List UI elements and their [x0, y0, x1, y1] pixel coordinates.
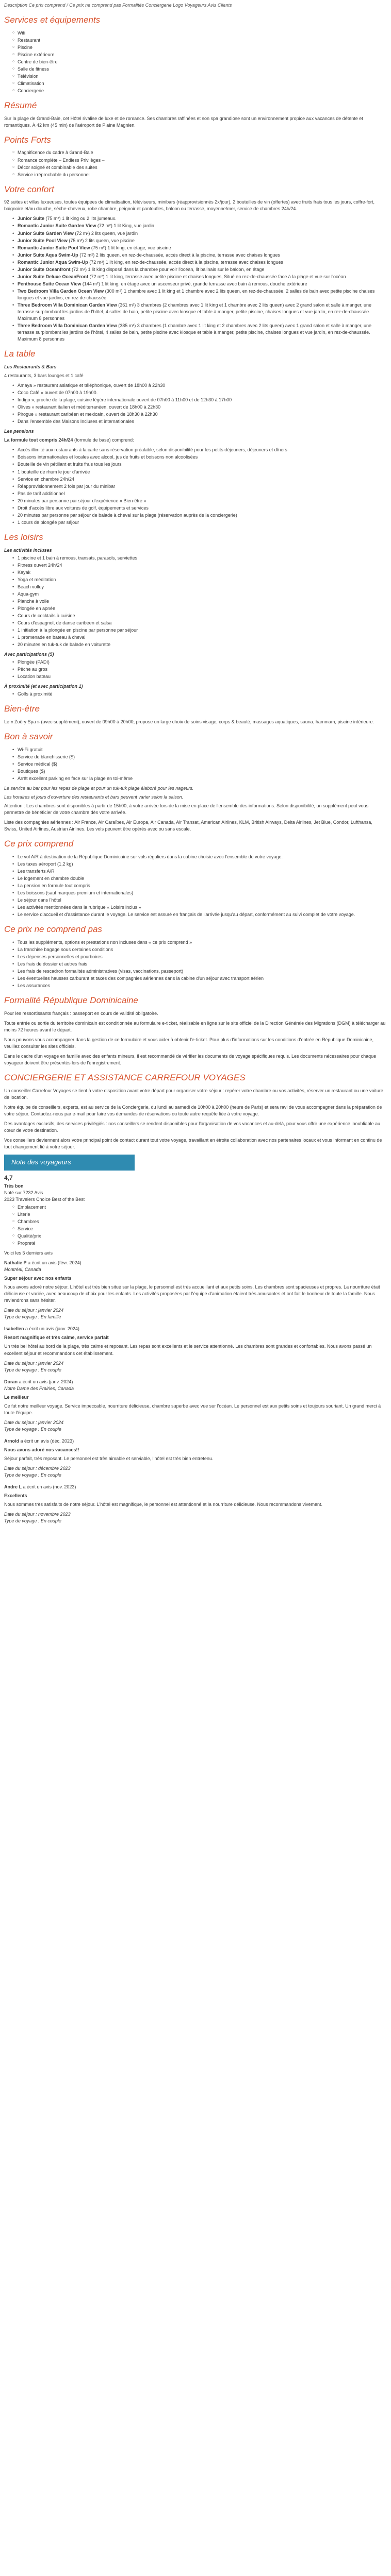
room-type-item: [18, 223, 387, 229]
list-item: • Wi-Fi gratuit: [18, 747, 387, 753]
list-item: • Bouteille de vin pétillant et fruits frais tous les jours: [18, 461, 387, 468]
list-item: • Les boissons (sauf marques premium et internationales): [18, 890, 387, 896]
bon-a-savoir-extra1: Le service au bar pour les repas de plage et pour un tuk-tuk plage élaboré pour les nageurs.: [4, 786, 194, 791]
list-item: • Droit d'accès libre aux voitures de golf, équipements et services: [18, 505, 387, 512]
list-item: • Service de blanchisserie ($): [18, 754, 387, 760]
review-body: Séjour parfait, très reposant. Le personnel est très aimable et serviable, l'hôtel est très bien entretenu.: [4, 1456, 214, 1462]
room-type-desc: (385 m²) 3 chambres (1 chambre avec 1 lit king et 2 chambres avec 2 lits queen) avec 1 grand salon et salle à manger, une terrasse surplombant les jardins de l'hôtel, 4 salles de bain, petite piscine avec kiosque et table à manger, petite piscine, chaises longues et vue jardin, en rez-de-chaussée. Maximum 8 personnes: [18, 323, 372, 342]
list-item: ○ Piscine extérieure: [18, 52, 387, 58]
reviews-header: Note des voyageurs: [4, 1155, 135, 1171]
room-type-desc: (72 m²) 1 lit King, vue jardin: [97, 223, 154, 229]
bon-a-savoir-p1: Attention : Les chambres sont disponibles à partir de 15h00, à votre arrivée lors de la mise en place de l'ensemble des informations. Selon disponibilité, un supplément peut vous permettre de bénéficier de votre chambre dès votre arrivée.: [4, 803, 369, 816]
list-item: ○ Décor soigné et combinable des suites: [18, 164, 387, 171]
room-type-name: Junior Suite: [18, 216, 45, 222]
list-item: • 20 minutes par personne par séjour de balade à cheval sur la plage (réservation auprès de la conciergerie): [18, 512, 387, 519]
list-item: • La franchise bagage sous certaines conditions: [18, 946, 387, 953]
list-item: • Le séjour dans l'hôtel: [18, 897, 387, 904]
prix-ne-comprend-list: [4, 939, 387, 989]
room-type-item: [18, 302, 387, 322]
formalites-p4: Dans le cadre d'un voyage en famille avec des enfants mineurs, il est recommandé de vérifier les documents de voyage spécifiques requis. Les documents nécessaires pour chaque voyageur doivent être présentés lors de l'enregistrement.: [4, 1054, 377, 1066]
list-item: • Les assurances: [18, 982, 387, 989]
list-item: • Les activités mentionnées dans la rubrique « Loisirs inclus »: [18, 904, 387, 911]
review-stay-date: Date du séjour : janvier 2024: [4, 1360, 64, 1366]
review-location: Notre Dame des Prairies, Canada: [4, 1385, 74, 1391]
list-item: • Planche à voile: [18, 598, 387, 605]
review-trip-type: Type de voyage : En couple: [4, 1472, 61, 1478]
review-trip-type: Type de voyage : En couple: [4, 1518, 61, 1524]
review-date-line: a écrit un avis (déc. 2023): [20, 1438, 74, 1444]
list-item: ○ Qualité/prix: [18, 1233, 387, 1240]
list-item: • 1 piscine et 1 bain à remous, transats, parasols, serviettes: [18, 555, 387, 562]
formule-list: [4, 447, 387, 526]
room-type-item: [18, 245, 387, 251]
room-type-item: [18, 288, 387, 301]
room-type-desc: (361 m²) 3 chambres (2 chambres avec 1 lit king et 1 chambre avec 2 lits queen) avec 2 grand salon et salle à manger, une terrasse surplombant les jardins de l'hôtel, 4 salles de bain, petite piscine avec kiosque et table à manger, petite piscine, chaises longues et vue jardin, en rez-de-chaussée. Maximum 8 personnes: [18, 302, 372, 321]
formalites-title: Formalité République Dominicaine: [4, 995, 138, 1006]
room-type-name: Junior Suite Pool View: [18, 238, 68, 243]
room-type-desc: (144 m²) 1 lit king, en étage avec un ascenseur privé, grande terrasse avec bain à remous, douche extérieure: [82, 281, 307, 286]
room-type-item: [18, 252, 387, 259]
room-type-item: [18, 215, 387, 222]
room-type-desc: (72 m²) 2 lits queen, vue jardin: [75, 230, 138, 236]
room-type-item: [18, 323, 387, 343]
review-date-line: a écrit un avis (janv. 2024): [19, 1379, 73, 1384]
list-item: • Les frais de dossier et autres frais: [18, 961, 387, 968]
formule-label: La formule tout compris 24h/24: [4, 437, 73, 443]
award-line-1: Noté sur 7232 Avis: [4, 1190, 43, 1195]
restaurants-list: [4, 382, 387, 425]
list-item: • Pirogue » restaurant caribéen et mexicain, ouvert de 18h30 à 22h30: [18, 411, 387, 418]
room-type-name: Romantic Junior Aqua Swim-Up: [18, 259, 88, 265]
list-item: • Les dépenses personnelles et pourboires: [18, 954, 387, 960]
review-body: Nous sommes très satisfaits de notre séjour. L'hôtel est magnifique, le personnel est attentionné et la nourriture délicieuse. Nous recommandons vivement.: [4, 1502, 323, 1507]
award-line-2: 2023 Travelers Choice Best of the Best: [4, 1196, 85, 1202]
list-item: • 1 cours de plongée par séjour: [18, 519, 387, 526]
room-type-name: Junior Suite Oceanfront: [18, 266, 71, 272]
list-item: • Indigo », proche de la plage, cuisine légère internationale ouvert de 07h00 à 11h00 et de 12h30 à 17h00: [18, 397, 387, 403]
bien-etre-title: Bien-être: [4, 704, 40, 714]
list-item: • Boissons internationales et locales avec alcool, jus de fruits et boissons non alcoolisées: [18, 454, 387, 461]
list-item: ○ Centre de bien-être: [18, 59, 387, 65]
review-body: Ce fut notre meilleur voyage. Service impeccable, nourriture délicieuse, chambre superbe avec vue sur l'océan. Le personnel est aux petits soins et toujours souriant. Un grand merci à toute l'équipe.: [4, 1403, 381, 1415]
list-item: ○ Wifi: [18, 30, 387, 37]
list-item: • Fitness ouvert 24h/24: [18, 562, 387, 569]
list-item: • Coco Café » ouvert de 07h00 à 19h00.: [18, 389, 387, 396]
reviews-count: Voici les 5 derniers avis: [4, 1250, 53, 1256]
bon-a-savoir-p2: Liste des compagnies aériennes : Air France, Air Caraïbes, Air Europa, Air Canada, Air Transat, American Airlines, KLM, British Airways, Delta Airlines, Jet Blue, Condor, Lufthansa, Swiss, United Airlines, Austrian Airlines. Les vols peuvent être opérés avec ou sans escale.: [4, 820, 372, 832]
rating-label: Très bon: [4, 1183, 24, 1189]
rating-score: 4,7: [4, 1174, 13, 1182]
list-item: ○ Télévision: [18, 73, 387, 80]
review-item: [4, 1484, 387, 1524]
room-type-name: Junior Suite Deluxe OceanFront: [18, 274, 89, 279]
resume-text: Sur la plage de Grand-Baie, cet Hôtel rivalise de luxe et de romance. Ses chambres raffinées et son spa grandiose sont un environnement propice aux vacances de détente et romantiques. À 42 km (45 min) de l'aéroport de Plaine Magnien.: [4, 115, 363, 128]
list-item: • Les frais de rescadron formalités administratives (visas, vaccinations, passeport): [18, 968, 387, 975]
review-author-line: [4, 1438, 387, 1445]
review-title: Nous avons adoré nos vacances!!: [4, 1447, 79, 1453]
conciergerie-p1: Un conseiller Carrefour Voyages se tient à votre disposition avant votre départ pour organiser votre séjour : repérer votre chambre ou vos activités, réserver un restaurant ou une voiture de location.: [4, 1088, 383, 1100]
room-type-item: [18, 238, 387, 244]
list-item: • Le logement en chambre double: [18, 875, 387, 882]
prix-comprend-title: Ce prix comprend: [4, 839, 74, 849]
room-type-desc: (72 m²) 2 lits queen, en rez-de-chaussée, accès direct à la piscine, terrasse avec chaises longues: [79, 252, 280, 258]
list-item: • 20 minutes en tuk-tuk de balade en voiturette: [18, 641, 387, 648]
restaurants-intro: 4 restaurants, 3 bars lounges et 1 café: [4, 372, 84, 378]
review-body: Nous avons adoré notre séjour. L'hôtel est très bien situé sur la plage, le personnel est très accueillant et aux petits soins. Les chambres sont spacieuses et propres. La nourriture était délicieuse et variée, avec beaucoup de choix pour les enfants. Les activités proposées par l'équipe d'animation étaient très amusantes et ont fait le bonheur de toute la famille. Nous reviendrons sans hésiter.: [4, 1284, 380, 1303]
review-item: [4, 1438, 387, 1479]
list-item: • Dans l'ensemble des Maisons Incluses et internationales: [18, 418, 387, 425]
conciergerie-p3: Des avantages exclusifs, des services privilégiés : nos conseillers se rendent disponibles pour l'organisation de vos vacances et au-delà, pour vous offrir une expérience inoubliable au cœur de votre destination.: [4, 1121, 380, 1133]
review-body: Un très bel hôtel au bord de la plage, très calme et reposant. Les repas sont excellents et le service attentionné. Les chambres sont grandes et confortables. Nous avons passé un excellent séjour et recommandons cet établissement.: [4, 1344, 372, 1356]
bon-a-savoir-list: [4, 747, 387, 782]
activites-subtitle: Les activités incluses: [4, 547, 52, 553]
list-item: • Accès illimité aux restaurants à la carte sans réservation préalable, selon disponibilité pour les petits déjeuners, déjeuners et dîners: [18, 447, 387, 453]
review-stay-date: Date du séjour : janvier 2024: [4, 1419, 64, 1425]
review-trip-type: Type de voyage : En couple: [4, 1367, 61, 1372]
list-item: • Plongée en apnée: [18, 605, 387, 612]
payantes-list: [4, 659, 387, 680]
list-item: • Beach volley: [18, 584, 387, 590]
list-item: • Boutiques ($): [18, 768, 387, 775]
review-stay-date: Date du séjour : janvier 2024: [4, 1308, 64, 1313]
loisirs-title: Les loisirs: [4, 532, 43, 542]
list-item: • Aqua-gym: [18, 591, 387, 598]
room-type-name: Junior Suite Aqua Swim-Up: [18, 252, 78, 258]
list-item: • Kayak: [18, 569, 387, 576]
room-type-desc: (72 m²) 1 lit king, terrasse avec petite piscine et chaises longues, Situé en rez-de-chaussée face à la plage et vue sur l'océan: [89, 274, 346, 279]
review-title: Super séjour avec nos enfants: [4, 1276, 72, 1281]
list-item: ○ Service: [18, 1226, 387, 1232]
list-item: • Le vol A/R à destination de la République Dominicaine sur vols réguliers dans la cabine choisie avec l'ensemble de votre voyage.: [18, 854, 387, 860]
pensions-subtitle: Les pensions: [4, 429, 34, 434]
list-item: • Service en chambre 24h/24: [18, 476, 387, 483]
list-item: ○ Restaurant: [18, 37, 387, 44]
proximite-list: [4, 691, 387, 698]
conciergerie-p2: Notre équipe de conseillers, experts, est au service de la Conciergerie, du lundi au samedi de 10h00 à 20h00 (heure de Paris) et sera ravi de vous accompagner dans la préparation de votre séjour. Contactez-nous par e-mail pour faire vos demandes de réservations ou toute autre requête liée à votre voyage.: [4, 1105, 382, 1117]
review-author: Andre L: [4, 1484, 22, 1490]
list-item: • Pêche au gros: [18, 666, 387, 673]
prix-ne-comprend-title: Ce prix ne comprend pas: [4, 924, 102, 935]
review-author-line: [4, 1260, 387, 1266]
review-item: [4, 1326, 387, 1373]
review-date-line: a écrit un avis (janv. 2024): [25, 1326, 79, 1332]
review-author: Isabellen: [4, 1326, 24, 1332]
room-type-desc: (300 m²) 1 chambre avec 1 lit king et 1 chambre avec 2 lits queen, en rez-de-chaussée, 2 salles de bain avec petite piscine chaises longues et vue jardins, en rez-de-chaussée: [18, 288, 375, 300]
votre-confort-title: Votre confort: [4, 184, 54, 194]
formalites-p1: Pour les ressortissants français : passeport en cours de validité obligatoire.: [4, 1010, 158, 1016]
list-item: ○ Chambres: [18, 1218, 387, 1225]
room-type-item: [18, 274, 387, 280]
list-item: • Les transferts A/R: [18, 868, 387, 875]
room-type-item: [18, 266, 387, 273]
list-item: • Olives » restaurant italien et méditerranéen, ouvert de 18h00 à 22h30: [18, 404, 387, 411]
services-list: [4, 30, 387, 94]
room-type-name: Three Bedroom Villa Dominican Garden View: [18, 302, 117, 308]
conciergerie-title: CONCIERGERIE ET ASSISTANCE CARREFOUR VOYAGES: [4, 1073, 246, 1083]
list-item: ○ Emplacement: [18, 1204, 387, 1211]
list-item: ○ Climatisation: [18, 80, 387, 87]
list-item: ○ Service irréprochable du personnel: [18, 172, 387, 178]
conciergerie-p4: Vos conseillers deviennent alors votre principal point de contact durant tout votre voyage, travaillant en étroite collaboration avec nos partenaires locaux et vous informant en continu de tout changement lié à votre séjour.: [4, 1138, 382, 1150]
prix-comprend-list: [4, 854, 387, 918]
room-type-desc: (75 m²) 1 lit king, en étage, vue piscine: [91, 245, 171, 250]
review-trip-type: Type de voyage : En famille: [4, 1314, 61, 1320]
proximite-subtitle: À proximité (et avec participation 1): [4, 684, 83, 689]
review-author: Arnold: [4, 1438, 19, 1444]
list-item: • Cours de cocktails à cuisine: [18, 613, 387, 619]
room-type-name: Romantic Junior Suite Pool View: [18, 245, 90, 250]
list-item: • Réapprovisionnement 2 fois par jour du minibar: [18, 483, 387, 490]
review-date-line: a écrit un avis (févr. 2024): [28, 1260, 82, 1266]
bon-a-savoir-title: Bon à savoir: [4, 732, 53, 742]
list-item: ○ Piscine: [18, 44, 387, 51]
review-trip-type: Type de voyage : En couple: [4, 1426, 61, 1432]
services-title: Services et équipements: [4, 15, 101, 25]
list-item: • Amaya » restaurant asiatique et téléphonique, ouvert de 18h00 à 22h30: [18, 382, 387, 389]
room-type-desc: (72 m²) 1 lit king disposé dans la chambre pour voir l'océan, lit balinais sur le balcon, en étage: [72, 266, 265, 272]
list-item: ○ Conciergerie: [18, 88, 387, 94]
review-author: Doran: [4, 1379, 18, 1384]
formule-line: [4, 437, 387, 444]
list-item: ○ Literie: [18, 1211, 387, 1218]
review-title: Le meilleur: [4, 1394, 29, 1400]
formalites-p3: Nous pouvons vous accompagner dans la gestion de ce formulaire et vous aider à obtenir l'e-ticket. Pour plus d'informations sur les conditions d'entrée en République Dominicaine, veuillez consulter les sites officiels.: [4, 1037, 374, 1049]
room-type-item: [18, 281, 387, 287]
review-location: Montréal, Canada: [4, 1267, 41, 1273]
breadcrumb-suffix[interactable]: / Ce prix ne comprend pas Formalités Conciergerie Logo Voyageurs Avis Clients: [67, 3, 232, 8]
restaurants-subtitle: Les Restaurants & Bars: [4, 364, 57, 369]
list-item: • La pension en formule tout compris: [18, 883, 387, 889]
list-item: • 1 promenade en bateau à cheval: [18, 634, 387, 641]
room-type-desc: (72 m²) 1 lit king, en rez-de-chaussée, accès direct à la piscine, terrasse avec chaises longues: [89, 259, 283, 265]
list-item: • 1 bouteille de rhum le jour d'arrivée: [18, 469, 387, 476]
list-item: • Arrêt excellent parking en face sur la plage en toi-même: [18, 775, 387, 782]
list-item: • 20 minutes par personne par séjour d'expérience « Bien-être »: [18, 498, 387, 504]
review-title: Excellents: [4, 1493, 27, 1499]
list-item: ○ Romance complète – Endless Privilèges –: [18, 157, 387, 164]
breadcrumb: [4, 2, 387, 9]
room-type-name: Three Bedroom Villa Dominican Garden View: [18, 323, 117, 329]
breadcrumb-prefix[interactable]: Description Ce prix comprend: [4, 3, 66, 8]
list-item: • Service médical ($): [18, 761, 387, 768]
list-item: • Pas de tarif additionnel: [18, 490, 387, 497]
formalites-p2: Toute entrée ou sortie du territoire dominicain est conditionnée au formulaire e-ticket, réalisable en ligne sur le site officiel de la Direction Générale des Migrations (DGM) à télécharger au moins 72 heures avant le départ.: [4, 1021, 386, 1033]
list-item: • 1 initiation à la plongée en piscine par personne par séjour: [18, 627, 387, 634]
review-author-line: [4, 1484, 387, 1490]
list-item: • Cours d'espagnol, de danse caribéen et salsa: [18, 620, 387, 626]
list-item: ○ Propreté: [18, 1240, 387, 1247]
list-item: • Les taxes aéroport (1,2 kg): [18, 861, 387, 868]
review-author-line: [4, 1326, 387, 1332]
activites-list: [4, 555, 387, 649]
review-list: [4, 1260, 387, 1524]
review-author: Nathalie P: [4, 1260, 27, 1266]
list-item: • Plongée (PADI): [18, 659, 387, 666]
points-forts-title: Points Forts: [4, 134, 51, 145]
review-item: [4, 1260, 387, 1320]
list-item: ○ Salle de fitness: [18, 66, 387, 73]
list-item: • Tous les suppléments, options et prestations non incluses dans « ce prix comprend »: [18, 939, 387, 946]
criteria-list: [4, 1204, 387, 1247]
room-type-item: [18, 230, 387, 237]
reviews-section: [4, 1174, 387, 1524]
room-type-name: Romantic Junior Suite Garden View: [18, 223, 96, 229]
list-item: ○ Magnificence du cadre à Grand-Baie: [18, 149, 387, 156]
payantes-subtitle: Avec participations (5): [4, 652, 54, 657]
review-stay-date: Date du séjour : novembre 2023: [4, 1512, 71, 1517]
votre-confort-intro: 92 suites et villas luxueuses, toutes équipées de climatisation, téléviseurs, minibars (réapprovisionnés 2x/jour), 2 bouteilles de vin (offertes) avec fruits frais tous les jours, coffre-fort, baignoire et/ou douche, sèche-cheveux, robe chambre, peignoir et pantoufles, balcon ou terrasse, moyenne/mer, service de chambres 24h/24.: [4, 199, 375, 212]
list-item: • Les éventuelles hausses carburant et taxes des compagnies aériennes dans la cabine d'un séjour avec transport aérien: [18, 975, 387, 982]
room-type-item: [18, 259, 387, 266]
room-type-name: Junior Suite Garden View: [18, 230, 74, 236]
room-type-name: Two Bedroom Villa Garden Ocean View: [18, 288, 104, 294]
room-type-desc: (75 m²) 2 lits queen, vue piscine: [69, 238, 135, 243]
bien-etre-text: Le « Zoëry Spa » (avec supplément), ouvert de 09h00 à 20h00, propose un large choix de soins visage, corps & beauté, massages aquatiques, sauna, hammam, piscine intérieure.: [4, 719, 374, 725]
room-type-desc: (75 m²) 1 lit king ou 2 lits jumeaux.: [45, 216, 117, 222]
room-types-list: [4, 215, 387, 343]
list-item: • Yoga et méditation: [18, 577, 387, 583]
points-forts-list: [4, 149, 387, 178]
room-type-name: Penthouse Suite Ocean View: [18, 281, 82, 286]
review-stay-date: Date du séjour : décembre 2023: [4, 1466, 71, 1471]
review-item: [4, 1379, 387, 1433]
list-item: • Location bateau: [18, 673, 387, 680]
review-author-line: [4, 1379, 387, 1385]
bon-a-savoir-extra2: Les horaires et jours d'ouverture des restaurants et bars peuvent varier selon la saison.: [4, 794, 184, 800]
list-item: • Le service d'accueil et d'assistance durant le voyage. Le service est assuré en français de l'arrivée jusqu'au départ, conformément au suivi complet de votre voyage.: [18, 911, 387, 918]
review-title: Resort magnifique et très calme, service parfait: [4, 1335, 109, 1341]
resume-title: Résumé: [4, 100, 37, 111]
list-item: • Golfs à proximité: [18, 691, 387, 698]
la-table-title: La table: [4, 349, 36, 359]
formule-suffix: (formule de base) comprend:: [74, 437, 134, 443]
review-date-line: a écrit un avis (nov. 2023): [23, 1484, 76, 1490]
